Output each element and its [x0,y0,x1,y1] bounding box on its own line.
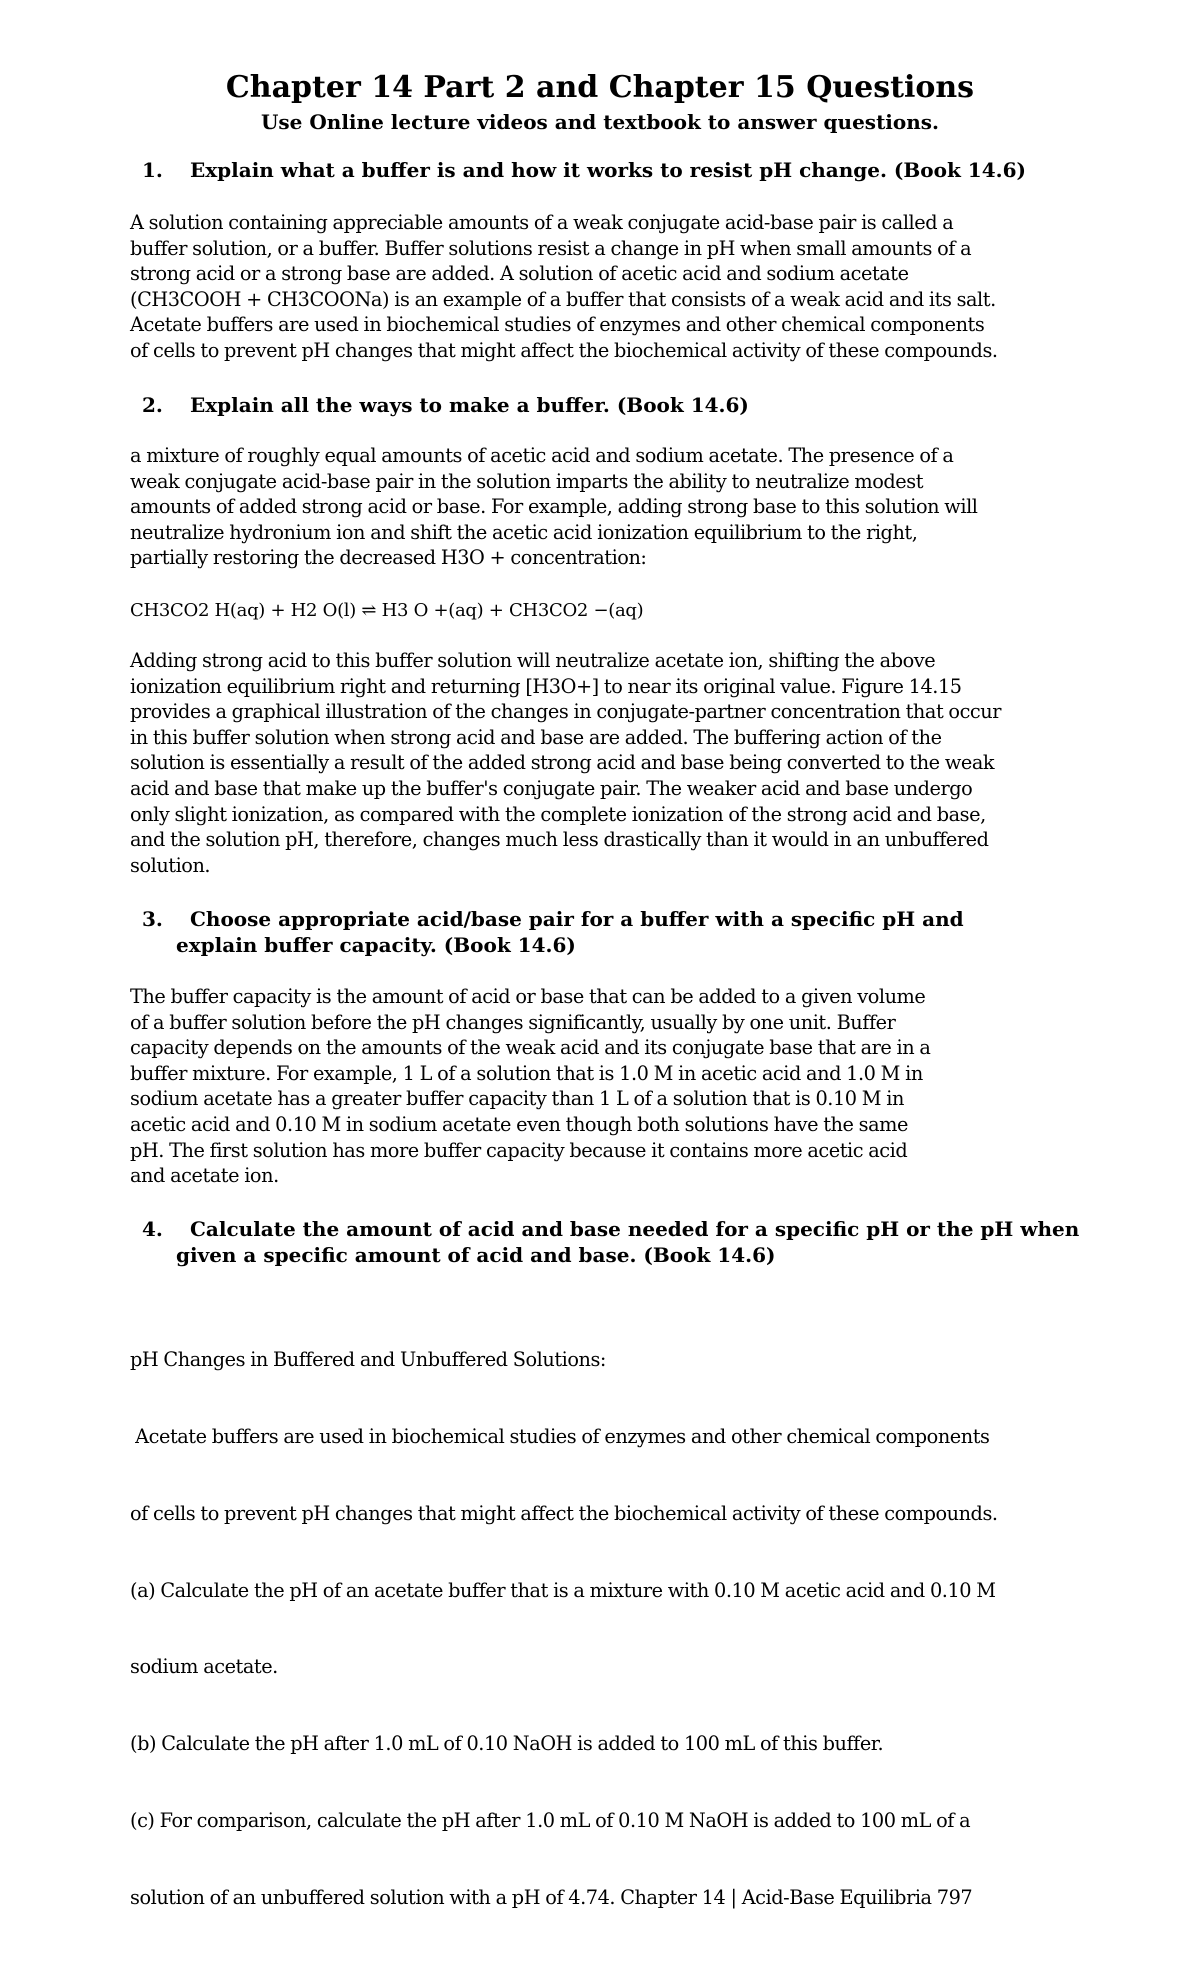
answer-line: buffer solution, or a buffer. Buffer solutions resist a change in pH when small amounts of a [130,236,972,260]
question-4 [142,1216,1082,1268]
question-text: Explain all the ways to make a buffer. (Book 14.6) [190,393,749,417]
page-title: Chapter 14 Part 2 and Chapter 15 Questions [225,70,975,105]
answer-line: (c) For comparison, calculate the pH after 1.0 mL of 0.10 M NaOH is added to 100 mL of a [130,1808,971,1832]
answer-4 [130,1296,1090,1961]
answer-line: a mixture of roughly equal amounts of acetic acid and sodium acetate. The presence of a [130,444,954,467]
question-text: Choose appropriate acid/base pair for a buffer with a specific pH and [190,907,964,931]
answer-line: solution of an unbuffered solution with a pH of 4.74. Chapter 14 | Acid-Base Equilibria 797 [130,1885,973,1909]
answer-line: amounts of added strong acid or base. For example, adding strong base to this solution will [130,495,978,519]
answer-line: solution is essentially a result of the added strong acid and base being converted to the weak [130,751,995,775]
answer-line: and the solution pH, therefore, changes much less drastically than it would in an unbuffered [130,828,989,852]
answer-3 [130,984,1090,1189]
answer-line: (b) Calculate the pH after 1.0 mL of 0.10 NaOH is added to 100 mL of this buffer. [130,1732,884,1756]
answer-line: provides a graphical illustration of the changes in conjugate-partner concentration that occur [130,700,1002,724]
question-1 [142,157,1082,183]
answer-line: strong acid or a strong base are added. A solution of acetic acid and sodium acetate [130,262,909,286]
question-number: 3. [142,907,163,931]
question-number: 1. [142,158,163,182]
answer-line: The buffer capacity is the amount of acid or base that can be added to a given volume [130,985,926,1008]
page-subtitle: Use Online lecture videos and textbook to answer questions. [260,110,940,134]
question-text-continued: given a specific amount of acid and base. (Book 14.6) [176,1243,776,1267]
answer-line: acetic acid and 0.10 M in sodium acetate even though both solutions have the same [130,1112,908,1136]
question-text: Calculate the amount of acid and base needed for a specific pH or the pH when [190,1217,1080,1241]
answer-line: sodium acetate has a greater buffer capacity than 1 L of a solution that is 0.10 M in [130,1087,904,1111]
question-3 [142,906,1082,958]
answer-line: of a buffer solution before the pH changes significantly, usually by one unit. Buffer [130,1010,896,1034]
answer-line: capacity depends on the amounts of the weak acid and its conjugate base that are in a [130,1036,931,1060]
question-number: 4. [142,1217,163,1241]
answer-line: partially restoring the decreased H3O + concentration: [130,546,647,570]
answer-line: in this buffer solution when strong acid and base are added. The buffering action of the [130,725,942,749]
answer-line: Adding strong acid to this buffer solution will neutralize acetate ion, shifting the above [130,649,936,672]
answer-line: solution. [130,853,211,877]
answer-1 [130,210,1090,364]
answer-line: pH. The first solution has more buffer capacity because it contains more acetic acid [130,1138,908,1162]
answer-line: and acetate ion. [130,1164,279,1188]
answer-line: acid and base that make up the buffer's conjugate pair. The weaker acid and base undergo [130,776,973,800]
answer-2 [130,443,1090,571]
answer-2-continued [130,648,1090,878]
question-2 [142,392,1082,418]
question-text: Explain what a buffer is and how it works to resist pH change. (Book 14.6) [190,158,1026,182]
answer-line: A solution containing appreciable amounts of a weak conjugate acid-base pair is called a [130,211,954,234]
question-number: 2. [142,393,163,417]
answer-line: weak conjugate acid-base pair in the solution imparts the ability to neutralize modest [130,469,923,493]
answer-line: neutralize hydronium ion and shift the acetic acid ionization equilibrium to the right, [130,520,918,544]
question-text-continued: explain buffer capacity. (Book 14.6) [176,933,576,957]
answer-line: only slight ionization, as compared with the complete ionization of the strong acid and base, [130,802,986,826]
answer-line: buffer mixture. For example, 1 L of a solution that is 1.0 M in acetic acid and 1.0 M in [130,1061,923,1085]
answer-line: sodium acetate. [130,1655,278,1679]
answer-line: (CH3COOH + CH3COONa) is an example of a buffer that consists of a weak acid and its salt. [130,287,996,311]
answer-line: Acetate buffers are used in biochemical studies of enzymes and other chemical components [130,1424,990,1448]
answer-line: of cells to prevent pH changes that might affect the biochemical activity of these compounds. [130,1501,998,1525]
answer-line: Acetate buffers are used in biochemical studies of enzymes and other chemical components [130,313,985,337]
answer-line: pH Changes in Buffered and Unbuffered Solutions: [130,1348,606,1372]
equilibrium-equation: CH3CO2 H(aq) + H2 O(l) ⇌ H3 O +(aq) + CH3CO2 −(aq) [130,600,644,621]
answer-line: of cells to prevent pH changes that might affect the biochemical activity of these compounds. [130,338,998,362]
answer-line: ionization equilibrium right and returning [H3O+] to near its original value. Figure 14.15 [130,674,962,698]
answer-line: (a) Calculate the pH of an acetate buffer that is a mixture with 0.10 M acetic acid and 0.10 M [130,1578,996,1602]
